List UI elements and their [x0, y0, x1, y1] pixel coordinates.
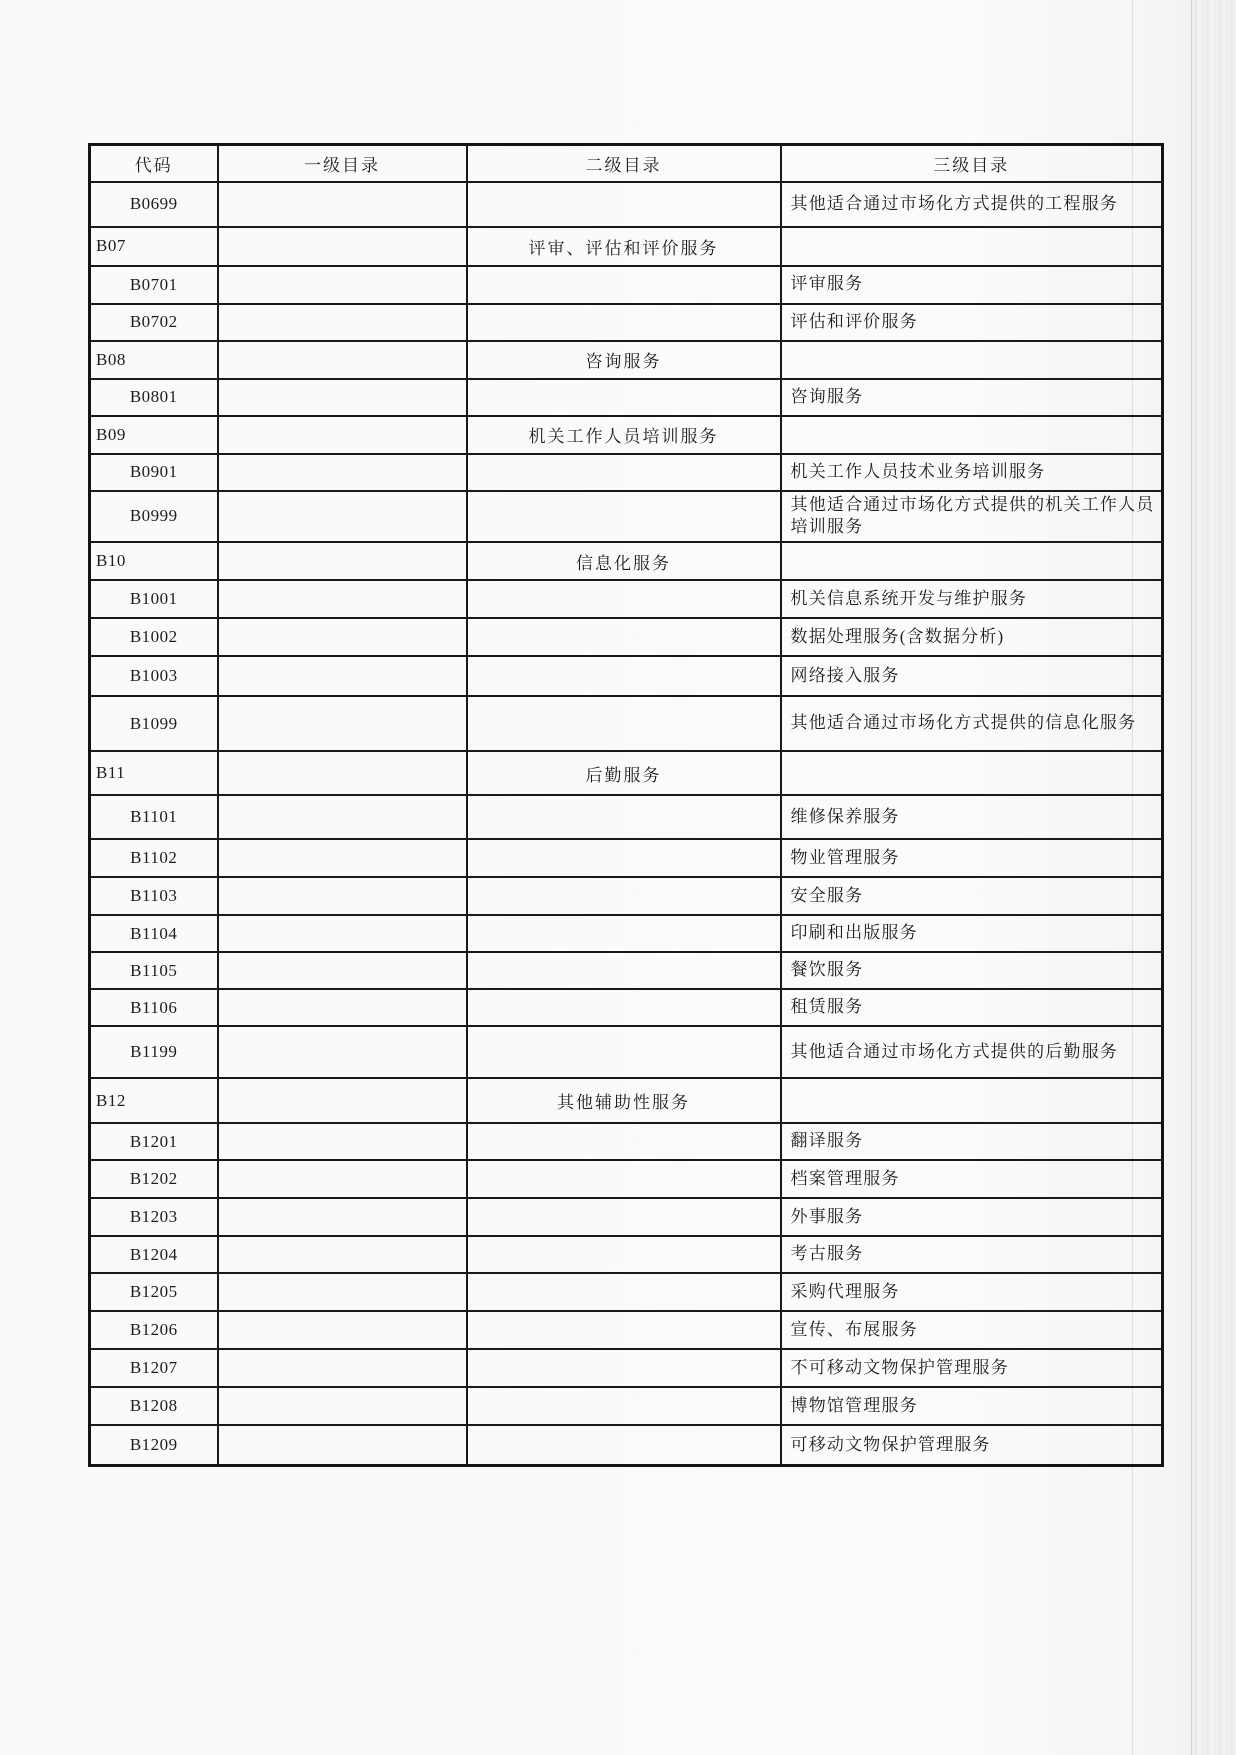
level3-cell: 其他适合通过市场化方式提供的工程服务 [781, 182, 1163, 227]
level3-cell: 安全服务 [781, 877, 1163, 915]
code-cell: B1208 [90, 1387, 218, 1425]
level1-cell [218, 1311, 467, 1349]
level1-cell [218, 454, 467, 491]
code-cell: B12 [90, 1078, 218, 1123]
level3-cell [781, 227, 1163, 266]
level1-cell [218, 1236, 467, 1273]
level2-cell: 机关工作人员培训服务 [467, 416, 781, 454]
level2-cell [467, 1236, 781, 1273]
level3-cell: 可移动文物保护管理服务 [781, 1425, 1163, 1465]
level3-cell [781, 751, 1163, 795]
level2-cell [467, 454, 781, 491]
page-edge-shadow [1191, 0, 1236, 1755]
code-cell: B1207 [90, 1349, 218, 1387]
level3-cell [781, 416, 1163, 454]
code-cell: B1104 [90, 915, 218, 952]
level1-cell [218, 304, 467, 341]
level3-cell: 评审服务 [781, 266, 1163, 304]
level1-cell [218, 989, 467, 1026]
level3-cell: 机关工作人员技术业务培训服务 [781, 454, 1163, 491]
level2-cell [467, 266, 781, 304]
level3-cell: 餐饮服务 [781, 952, 1163, 989]
header-row [90, 145, 1163, 182]
table-row [90, 989, 1163, 1026]
level2-cell [467, 1387, 781, 1425]
table-row [90, 1078, 1163, 1123]
level1-cell [218, 696, 467, 751]
header-level3: 三级目录 [781, 145, 1163, 182]
table-row [90, 1349, 1163, 1387]
level1-cell [218, 227, 467, 266]
level2-cell: 信息化服务 [467, 542, 781, 580]
level2-cell: 咨询服务 [467, 341, 781, 379]
level3-cell: 网络接入服务 [781, 656, 1163, 696]
level3-cell: 不可移动文物保护管理服务 [781, 1349, 1163, 1387]
level2-cell: 评审、评估和评价服务 [467, 227, 781, 266]
code-cell: B1203 [90, 1198, 218, 1236]
table-row [90, 696, 1163, 751]
level2-cell [467, 580, 781, 618]
level3-cell: 印刷和出版服务 [781, 915, 1163, 952]
header-code: 代码 [90, 145, 218, 182]
level2-cell [467, 877, 781, 915]
code-cell: B1102 [90, 839, 218, 877]
code-cell: B08 [90, 341, 218, 379]
level2-cell [467, 304, 781, 341]
level1-cell [218, 618, 467, 656]
level2-cell [467, 1198, 781, 1236]
table-row [90, 915, 1163, 952]
table-row [90, 656, 1163, 696]
table-row [90, 1425, 1163, 1465]
level2-cell [467, 1273, 781, 1311]
level1-cell [218, 1273, 467, 1311]
table-row [90, 1123, 1163, 1160]
level1-cell [218, 341, 467, 379]
level3-cell: 机关信息系统开发与维护服务 [781, 580, 1163, 618]
level2-cell [467, 915, 781, 952]
level3-cell: 其他适合通过市场化方式提供的机关工作人员培训服务 [781, 491, 1163, 543]
table-row [90, 839, 1163, 877]
level1-cell [218, 1425, 467, 1465]
level1-cell [218, 182, 467, 227]
level3-cell: 数据处理服务(含数据分析) [781, 618, 1163, 656]
level2-cell [467, 839, 781, 877]
code-cell: B09 [90, 416, 218, 454]
table-row [90, 379, 1163, 416]
code-cell: B1206 [90, 1311, 218, 1349]
level3-cell: 翻译服务 [781, 1123, 1163, 1160]
level3-cell [781, 341, 1163, 379]
level2-cell [467, 491, 781, 543]
code-cell: B0702 [90, 304, 218, 341]
level3-cell: 博物馆管理服务 [781, 1387, 1163, 1425]
table-row [90, 266, 1163, 304]
table-row [90, 1160, 1163, 1198]
table-row [90, 341, 1163, 379]
code-cell: B1209 [90, 1425, 218, 1465]
level3-cell: 评估和评价服务 [781, 304, 1163, 341]
level1-cell [218, 656, 467, 696]
code-cell: B1002 [90, 618, 218, 656]
level3-cell: 采购代理服务 [781, 1273, 1163, 1311]
code-cell: B07 [90, 227, 218, 266]
service-catalog-table [88, 143, 1164, 1467]
level2-cell [467, 618, 781, 656]
level1-cell [218, 542, 467, 580]
level2-cell [467, 952, 781, 989]
table-header [90, 145, 1163, 182]
level1-cell [218, 1123, 467, 1160]
level2-cell: 其他辅助性服务 [467, 1078, 781, 1123]
level1-cell [218, 491, 467, 543]
level3-cell: 物业管理服务 [781, 839, 1163, 877]
table-row [90, 751, 1163, 795]
table-row [90, 795, 1163, 839]
level1-cell [218, 266, 467, 304]
table-row [90, 1273, 1163, 1311]
code-cell: B1201 [90, 1123, 218, 1160]
level1-cell [218, 952, 467, 989]
level1-cell [218, 1349, 467, 1387]
table-row [90, 454, 1163, 491]
level2-cell [467, 1123, 781, 1160]
table-row [90, 542, 1163, 580]
level1-cell [218, 1026, 467, 1078]
level3-cell: 咨询服务 [781, 379, 1163, 416]
table-row [90, 952, 1163, 989]
level1-cell [218, 839, 467, 877]
level1-cell [218, 1078, 467, 1123]
level3-cell: 宣传、布展服务 [781, 1311, 1163, 1349]
level2-cell [467, 1425, 781, 1465]
level3-cell: 考古服务 [781, 1236, 1163, 1273]
code-cell: B1101 [90, 795, 218, 839]
level1-cell [218, 877, 467, 915]
level2-cell [467, 656, 781, 696]
code-cell: B10 [90, 542, 218, 580]
table-body [90, 182, 1163, 1466]
level2-cell [467, 696, 781, 751]
level1-cell [218, 751, 467, 795]
table-row [90, 1387, 1163, 1425]
table-row [90, 1311, 1163, 1349]
table-row [90, 1198, 1163, 1236]
level1-cell [218, 915, 467, 952]
table-row [90, 618, 1163, 656]
table-row [90, 491, 1163, 543]
code-cell: B1205 [90, 1273, 218, 1311]
level3-cell: 维修保养服务 [781, 795, 1163, 839]
code-cell: B0999 [90, 491, 218, 543]
code-cell: B1105 [90, 952, 218, 989]
level2-cell: 后勤服务 [467, 751, 781, 795]
code-cell: B1202 [90, 1160, 218, 1198]
level3-cell: 外事服务 [781, 1198, 1163, 1236]
table-row [90, 877, 1163, 915]
level1-cell [218, 580, 467, 618]
level2-cell [467, 795, 781, 839]
level2-cell [467, 1160, 781, 1198]
level2-cell [467, 379, 781, 416]
level3-cell: 档案管理服务 [781, 1160, 1163, 1198]
table-row [90, 227, 1163, 266]
table-row [90, 1236, 1163, 1273]
code-cell: B0801 [90, 379, 218, 416]
level3-cell [781, 1078, 1163, 1123]
level2-cell [467, 182, 781, 227]
code-cell: B1103 [90, 877, 218, 915]
level1-cell [218, 379, 467, 416]
code-cell: B1106 [90, 989, 218, 1026]
code-cell: B1001 [90, 580, 218, 618]
table-row [90, 580, 1163, 618]
level1-cell [218, 1160, 467, 1198]
level2-cell [467, 1349, 781, 1387]
level1-cell [218, 1387, 467, 1425]
code-cell: B0701 [90, 266, 218, 304]
code-cell: B0699 [90, 182, 218, 227]
level1-cell [218, 795, 467, 839]
level3-cell: 其他适合通过市场化方式提供的信息化服务 [781, 696, 1163, 751]
code-cell: B11 [90, 751, 218, 795]
level3-cell: 其他适合通过市场化方式提供的后勤服务 [781, 1026, 1163, 1078]
code-cell: B0901 [90, 454, 218, 491]
table-row [90, 182, 1163, 227]
code-cell: B1099 [90, 696, 218, 751]
level1-cell [218, 1198, 467, 1236]
level2-cell [467, 989, 781, 1026]
level2-cell [467, 1311, 781, 1349]
level1-cell [218, 416, 467, 454]
code-cell: B1199 [90, 1026, 218, 1078]
header-level2: 二级目录 [467, 145, 781, 182]
level3-cell [781, 542, 1163, 580]
header-level1: 一级目录 [218, 145, 467, 182]
level2-cell [467, 1026, 781, 1078]
table-row [90, 416, 1163, 454]
table-row [90, 304, 1163, 341]
code-cell: B1003 [90, 656, 218, 696]
code-cell: B1204 [90, 1236, 218, 1273]
table-row [90, 1026, 1163, 1078]
level3-cell: 租赁服务 [781, 989, 1163, 1026]
